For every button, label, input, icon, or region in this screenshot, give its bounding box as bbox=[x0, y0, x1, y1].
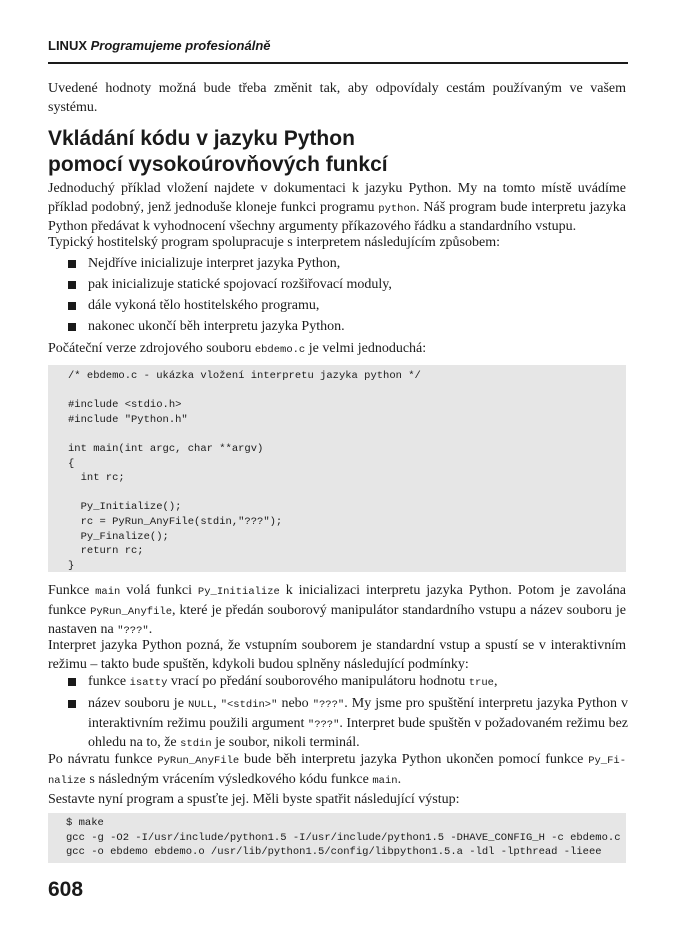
bullet-square-icon bbox=[68, 700, 76, 708]
text: je velmi jednoduchá: bbox=[305, 341, 427, 356]
section-heading bbox=[48, 126, 628, 178]
text: název souboru je bbox=[88, 696, 188, 711]
inline-code: nalize bbox=[48, 774, 86, 787]
text: bude běh interpretu jazyka Python ukončen pomocí funkce bbox=[239, 752, 589, 767]
code-line bbox=[68, 427, 626, 442]
inline-code: main bbox=[372, 774, 398, 787]
text: nebo bbox=[277, 696, 313, 711]
page-number: 608 bbox=[48, 878, 84, 901]
code-line: /* ebdemo.c - ukázka vložení interpretu jazyka python */ bbox=[68, 370, 421, 382]
code-line: int main(int argc, char **argv) bbox=[68, 442, 264, 455]
bullet-list-1 bbox=[48, 255, 628, 339]
paragraph-6 bbox=[48, 751, 626, 790]
code-block-output bbox=[48, 813, 626, 863]
list-item bbox=[48, 255, 628, 274]
code-line: Py_Finalize(); bbox=[68, 530, 169, 543]
bullet-square-icon bbox=[68, 323, 76, 331]
list-item bbox=[48, 695, 628, 754]
code-line bbox=[68, 384, 626, 399]
inline-code: PyRun_Anyfile bbox=[90, 605, 172, 618]
text: , bbox=[213, 696, 221, 711]
text: k inicializaci interpretu jazyka Python. Potom je zavolána funkce bbox=[48, 583, 627, 618]
bullet-list-2 bbox=[48, 673, 628, 756]
bullet-square-icon bbox=[68, 302, 76, 310]
running-header bbox=[48, 38, 628, 53]
inline-code: ebdemo.c bbox=[254, 344, 306, 356]
text: . bbox=[397, 771, 402, 787]
list-item bbox=[48, 318, 628, 337]
code-line: gcc -g -O2 -I/usr/include/python1.5 -I/usr/include/python1.5 -DHAVE_CONFIG_H -c ebdemo.c bbox=[66, 831, 621, 844]
list-item-text: dále vykoná tělo hostitelského programu, bbox=[88, 298, 320, 313]
header-brand: LINUX bbox=[48, 38, 87, 53]
code-line: Py_Initialize(); bbox=[68, 501, 182, 514]
text: . bbox=[148, 622, 153, 637]
text: . My jsme pro spuštění interpretu jazyka Python v interaktivním režimu použili argument bbox=[88, 696, 629, 731]
inline-code: PyRun_AnyFile bbox=[157, 755, 240, 767]
code-line: $ make bbox=[66, 817, 104, 829]
list-item-text: Nejdříve inicializuje interpret jazyka Python, bbox=[88, 256, 341, 271]
text: funkce bbox=[88, 674, 130, 689]
section-heading-line-1: Vkládání kódu v jazyku Python bbox=[48, 127, 355, 150]
code-line: gcc -o ebdemo ebdemo.o /usr/lib/python1.5/config/libpython1.5.a -ldl -lpthread -lieee bbox=[66, 846, 602, 859]
code-line: rc = PyRun_AnyFile(stdin,"???"); bbox=[68, 515, 283, 528]
paragraph-7: Sestavte nyní program a spusťte jej. Měli byste spatřit následující výstup: bbox=[48, 792, 460, 807]
section-heading-line-2: pomocí vysokoúrovňových funkcí bbox=[48, 153, 388, 176]
code-line: { bbox=[68, 457, 75, 470]
inline-code: isatty bbox=[129, 677, 168, 689]
text: . Interpret bude spuštěn v požadovaném režimu bez ohledu na to, že bbox=[88, 715, 629, 750]
bullet-square-icon bbox=[68, 260, 76, 268]
header-rule bbox=[48, 62, 628, 64]
paragraph-3 bbox=[48, 340, 626, 360]
paragraph-2: Typický hostitelský program spolupracuje s interpretem následujícím způsobem: bbox=[48, 235, 500, 250]
header-series: Programujeme profesionálně bbox=[90, 38, 271, 53]
code-line: } bbox=[68, 559, 75, 572]
paragraph-5: Interpret jazyka Python pozná, že vstupním souborem je standardní vstup a spustí se v interaktivním režimu – takto bude spuštěn, kdykoli budou splněny následující podmínky: bbox=[48, 638, 626, 672]
inline-code: Py_Fi- bbox=[588, 755, 626, 767]
list-item-text: nakonec ukončí běh interpretu jazyka Python. bbox=[88, 319, 345, 334]
paragraph-4 bbox=[48, 582, 626, 641]
text: je soubor, nikoli terminál. bbox=[211, 735, 360, 750]
paragraph-1 bbox=[48, 180, 626, 237]
inline-code: python bbox=[378, 202, 417, 215]
inline-code: NULL bbox=[187, 699, 214, 711]
text: Počáteční verze zdrojového souboru bbox=[48, 341, 255, 356]
inline-code: stdin bbox=[180, 738, 212, 750]
inline-code: Py_Initialize bbox=[197, 586, 280, 598]
inline-code: "???" bbox=[117, 625, 149, 637]
list-item bbox=[48, 276, 628, 295]
inline-code: "???" bbox=[312, 699, 345, 711]
list-item-text: pak inicializuje statické spojovací rozšiřovací moduly, bbox=[88, 277, 392, 292]
bullet-square-icon bbox=[68, 281, 76, 289]
list-item bbox=[48, 673, 628, 693]
code-block-source bbox=[48, 365, 626, 572]
inline-code: main bbox=[95, 586, 121, 598]
text: vrací po předání souborového manipulátoru hodnotu bbox=[167, 674, 469, 689]
text: Jednoduchý příklad vložení najdete v dokumentaci k jazyku Python. My na tomto místě uvádíme příklad podobný, jenž jednoduše kloneje funkci programu bbox=[48, 181, 626, 215]
text: . Náš program bude interpretu jazyka Python předávat k vyhodnocení všechny argumenty příkazového řádku a standardního vstupu. bbox=[48, 199, 626, 234]
inline-code: true bbox=[468, 677, 494, 689]
text: , bbox=[493, 674, 498, 689]
inline-code: "<stdin>" bbox=[220, 699, 278, 711]
bullet-square-icon bbox=[68, 678, 76, 686]
code-line: #include "Python.h" bbox=[68, 413, 188, 426]
inline-code: "???" bbox=[307, 718, 340, 731]
text: volá funkci bbox=[120, 583, 198, 598]
code-line: int rc; bbox=[68, 472, 125, 485]
intro-paragraph: Uvedené hodnoty možná bude třeba změnit tak, aby odpovídaly cestám používaným ve vašem systému. bbox=[48, 81, 626, 115]
text: , které je předán souborový manipulátor standardního vstupu a název souboru je nastaven na bbox=[48, 602, 626, 637]
code-line: #include <stdio.h> bbox=[68, 399, 182, 412]
text: Po návratu funkce bbox=[48, 752, 158, 767]
list-item bbox=[48, 297, 628, 316]
code-line bbox=[68, 486, 626, 501]
text: Funkce bbox=[48, 583, 96, 598]
text: s následným vrácením výsledkového kódu funkce bbox=[85, 771, 373, 787]
code-line: return rc; bbox=[68, 545, 144, 558]
